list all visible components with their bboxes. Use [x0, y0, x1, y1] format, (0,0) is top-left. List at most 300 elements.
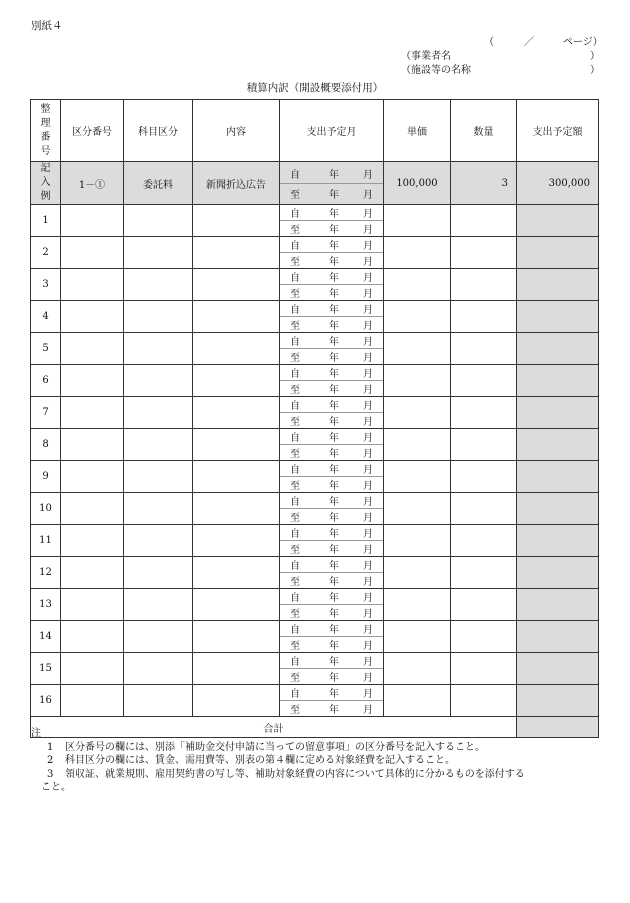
- period-from[interactable]: [280, 429, 383, 445]
- year-label: 年: [329, 625, 339, 636]
- period-to[interactable]: [280, 509, 383, 524]
- category-no-cell[interactable]: [61, 685, 124, 717]
- period-to[interactable]: [280, 637, 383, 652]
- facility-name-field: [401, 61, 600, 76]
- quantity-cell[interactable]: [451, 333, 517, 365]
- from-label: 自: [290, 561, 300, 572]
- category-no-cell[interactable]: [61, 525, 124, 557]
- period-cell: [280, 333, 384, 365]
- row-number: 5: [31, 333, 61, 365]
- amount-cell[interactable]: [517, 557, 599, 589]
- row-number: 8: [31, 429, 61, 461]
- category-no-cell[interactable]: [61, 621, 124, 653]
- category-no-cell[interactable]: [61, 301, 124, 333]
- year-label: 年: [329, 189, 339, 201]
- period-from[interactable]: [280, 269, 383, 285]
- period-cell: [280, 429, 384, 461]
- period-cell: [280, 653, 384, 685]
- month-label: 月: [363, 545, 373, 556]
- month-label: 月: [363, 417, 373, 428]
- unit-price-cell[interactable]: [384, 685, 451, 717]
- month-label: 月: [363, 353, 373, 364]
- year-label: 年: [329, 385, 339, 396]
- category-no-cell[interactable]: [61, 429, 124, 461]
- table-row: [31, 237, 599, 269]
- table-row: [31, 685, 599, 717]
- item-category-cell[interactable]: [124, 269, 193, 301]
- from-label: 自: [290, 465, 300, 476]
- period-from[interactable]: [280, 301, 383, 317]
- facility-name-close: ）: [590, 65, 600, 76]
- to-label: 至: [290, 449, 300, 460]
- note-text: 領収証、就業規則、雇用契約書の写し等、補助対象経費の内容について具体的に分かるものを添付する: [65, 768, 525, 780]
- item-category-cell[interactable]: [124, 461, 193, 493]
- amount-cell[interactable]: [517, 333, 599, 365]
- content-cell[interactable]: [193, 653, 280, 685]
- quantity-cell[interactable]: [451, 461, 517, 493]
- from-label: 自: [290, 169, 300, 181]
- amount-cell[interactable]: [517, 429, 599, 461]
- period-from[interactable]: [280, 333, 383, 349]
- year-label: 年: [329, 561, 339, 572]
- content-cell[interactable]: [193, 685, 280, 717]
- period-from[interactable]: [280, 205, 383, 221]
- category-no-cell[interactable]: [61, 365, 124, 397]
- table-row: [31, 397, 599, 429]
- period-to[interactable]: [280, 221, 383, 236]
- period-cell: [280, 205, 384, 237]
- example-period-from: [280, 164, 383, 184]
- table-row: [31, 461, 599, 493]
- quantity-cell[interactable]: [451, 685, 517, 717]
- unit-price-cell[interactable]: [384, 557, 451, 589]
- amount-cell[interactable]: [517, 589, 599, 621]
- month-label: 月: [363, 497, 373, 508]
- content-cell[interactable]: [193, 237, 280, 269]
- period-to[interactable]: [280, 285, 383, 300]
- month-label: 月: [363, 209, 373, 220]
- month-label: 月: [363, 705, 373, 716]
- quantity-cell[interactable]: [451, 525, 517, 557]
- period-cell: [280, 621, 384, 653]
- from-label: 自: [290, 305, 300, 316]
- month-label: 月: [363, 593, 373, 604]
- year-label: 年: [329, 609, 339, 620]
- note-text: 区分番号の欄には、別添「補助金交付申請に当っての留意事項」の区分番号を記入すること。: [65, 741, 485, 753]
- from-label: 自: [290, 625, 300, 636]
- period-cell: [280, 589, 384, 621]
- to-label: 至: [290, 545, 300, 556]
- category-no-cell[interactable]: [61, 333, 124, 365]
- period-from[interactable]: [280, 557, 383, 573]
- year-label: 年: [329, 257, 339, 268]
- item-category-cell[interactable]: [124, 365, 193, 397]
- item-category-cell[interactable]: [124, 205, 193, 237]
- period-to[interactable]: [280, 381, 383, 396]
- amount-cell[interactable]: [517, 269, 599, 301]
- period-from[interactable]: [280, 397, 383, 413]
- year-label: 年: [329, 369, 339, 380]
- to-label: 至: [290, 257, 300, 268]
- amount-cell[interactable]: [517, 493, 599, 525]
- unit-price-cell[interactable]: [384, 301, 451, 333]
- item-category-cell[interactable]: [124, 301, 193, 333]
- item-category-cell[interactable]: [124, 653, 193, 685]
- example-quantity: 3: [451, 162, 517, 205]
- quantity-cell[interactable]: [451, 269, 517, 301]
- quantity-cell[interactable]: [451, 557, 517, 589]
- month-label: 月: [363, 257, 373, 268]
- category-no-cell[interactable]: [61, 205, 124, 237]
- example-label: [31, 162, 61, 205]
- period-from[interactable]: [280, 237, 383, 253]
- period-to[interactable]: [280, 605, 383, 620]
- content-cell[interactable]: [193, 589, 280, 621]
- period-cell: [280, 685, 384, 717]
- from-label: 自: [290, 593, 300, 604]
- table-row: [31, 205, 599, 237]
- year-label: 年: [329, 353, 339, 364]
- category-no-cell[interactable]: [61, 557, 124, 589]
- year-label: 年: [329, 401, 339, 412]
- example-item-category: 委託料: [124, 162, 193, 205]
- from-label: 自: [290, 433, 300, 444]
- quantity-cell[interactable]: [451, 653, 517, 685]
- category-no-cell[interactable]: [61, 493, 124, 525]
- row-number: 7: [31, 397, 61, 429]
- amount-cell[interactable]: [517, 365, 599, 397]
- item-category-cell[interactable]: [124, 525, 193, 557]
- header-quantity: 数量: [451, 100, 517, 162]
- month-label: 月: [363, 305, 373, 316]
- year-label: 年: [329, 593, 339, 604]
- to-label: 至: [290, 705, 300, 716]
- from-label: 自: [290, 241, 300, 252]
- year-label: 年: [329, 449, 339, 460]
- period-from[interactable]: [280, 621, 383, 637]
- year-label: 年: [329, 337, 339, 348]
- content-cell[interactable]: [193, 205, 280, 237]
- table-row: [31, 301, 599, 333]
- period-to[interactable]: [280, 317, 383, 332]
- page-title: 積算内訳（開設概要添付用）: [246, 82, 384, 94]
- to-label: 至: [290, 673, 300, 684]
- to-label: 至: [290, 609, 300, 620]
- period-from[interactable]: [280, 525, 383, 541]
- table-row: [31, 269, 599, 301]
- content-cell[interactable]: [193, 461, 280, 493]
- to-label: 至: [290, 321, 300, 332]
- month-label: 月: [363, 481, 373, 492]
- row-number: 12: [31, 557, 61, 589]
- from-label: 自: [290, 529, 300, 540]
- year-label: 年: [329, 657, 339, 668]
- item-category-cell[interactable]: [124, 397, 193, 429]
- quantity-cell[interactable]: [451, 205, 517, 237]
- period-cell: [280, 493, 384, 525]
- unit-price-cell[interactable]: [384, 621, 451, 653]
- category-no-cell[interactable]: [61, 461, 124, 493]
- to-label: 至: [290, 353, 300, 364]
- to-label: 至: [290, 289, 300, 300]
- item-category-cell[interactable]: [124, 333, 193, 365]
- month-label: 月: [363, 289, 373, 300]
- category-no-cell[interactable]: [61, 653, 124, 685]
- example-period: [280, 162, 384, 205]
- row-number: 3: [31, 269, 61, 301]
- header-amount: 支出予定額: [517, 100, 599, 162]
- item-category-cell[interactable]: [124, 685, 193, 717]
- period-to[interactable]: [280, 669, 383, 684]
- row-number: 11: [31, 525, 61, 557]
- unit-price-cell[interactable]: [384, 429, 451, 461]
- header-period: 支出予定月: [280, 100, 384, 162]
- period-cell: [280, 397, 384, 429]
- note-item-3: [47, 768, 606, 782]
- period-cell: [280, 525, 384, 557]
- header-number-text: 整理番号: [40, 103, 51, 157]
- month-label: 月: [363, 369, 373, 380]
- note-number: 2: [47, 755, 54, 766]
- month-label: 月: [363, 609, 373, 620]
- example-row: [31, 162, 599, 205]
- from-label: 自: [290, 497, 300, 508]
- month-label: 月: [363, 225, 373, 236]
- month-label: 月: [363, 241, 373, 252]
- example-label-text: 記入例: [40, 163, 51, 202]
- page-indicator-page: ページ）: [563, 37, 603, 48]
- month-label: 月: [363, 465, 373, 476]
- table-row: [31, 365, 599, 397]
- amount-cell[interactable]: [517, 397, 599, 429]
- table-row: [31, 525, 599, 557]
- year-label: 年: [329, 209, 339, 220]
- unit-price-cell[interactable]: [384, 237, 451, 269]
- from-label: 自: [290, 689, 300, 700]
- item-category-cell[interactable]: [124, 589, 193, 621]
- content-cell[interactable]: [193, 525, 280, 557]
- row-number: 16: [31, 685, 61, 717]
- row-number: 1: [31, 205, 61, 237]
- period-from[interactable]: [280, 461, 383, 477]
- month-label: 月: [363, 433, 373, 444]
- header-item-category: 科目区分: [124, 100, 193, 162]
- content-cell[interactable]: [193, 301, 280, 333]
- year-label: 年: [329, 705, 339, 716]
- item-category-cell[interactable]: [124, 237, 193, 269]
- unit-price-cell[interactable]: [384, 205, 451, 237]
- period-cell: [280, 237, 384, 269]
- note-number: 3: [47, 768, 54, 780]
- content-cell[interactable]: [193, 269, 280, 301]
- quantity-cell[interactable]: [451, 301, 517, 333]
- month-label: 月: [363, 169, 373, 181]
- business-name-close: ）: [590, 51, 600, 62]
- year-label: 年: [329, 169, 339, 181]
- amount-cell[interactable]: [517, 685, 599, 717]
- quantity-cell[interactable]: [451, 365, 517, 397]
- content-cell[interactable]: [193, 429, 280, 461]
- period-from[interactable]: [280, 685, 383, 701]
- category-no-cell[interactable]: [61, 589, 124, 621]
- quantity-cell[interactable]: [451, 493, 517, 525]
- month-label: 月: [363, 189, 373, 201]
- unit-price-cell[interactable]: [384, 653, 451, 685]
- content-cell[interactable]: [193, 493, 280, 525]
- header-unit-price: 単価: [384, 100, 451, 162]
- quantity-cell[interactable]: [451, 621, 517, 653]
- page-indicator-open: （: [484, 37, 494, 48]
- table-row: [31, 429, 599, 461]
- period-from[interactable]: [280, 365, 383, 381]
- period-from[interactable]: [280, 493, 383, 509]
- item-category-cell[interactable]: [124, 493, 193, 525]
- business-name-label: （事業者名: [401, 51, 451, 62]
- entry-rows: [31, 205, 599, 717]
- notes-section: [31, 727, 606, 795]
- to-label: 至: [290, 513, 300, 524]
- to-label: 至: [290, 417, 300, 428]
- amount-cell[interactable]: [517, 653, 599, 685]
- year-label: 年: [329, 305, 339, 316]
- year-label: 年: [329, 481, 339, 492]
- month-label: 月: [363, 625, 373, 636]
- quantity-cell[interactable]: [451, 589, 517, 621]
- example-unit-price: 100,000: [384, 162, 451, 205]
- note-item-1: [47, 741, 606, 755]
- year-label: 年: [329, 241, 339, 252]
- unit-price-cell[interactable]: [384, 397, 451, 429]
- period-cell: [280, 365, 384, 397]
- row-number: 10: [31, 493, 61, 525]
- period-cell: [280, 301, 384, 333]
- content-cell[interactable]: [193, 397, 280, 429]
- note-item-3-continued: こと。: [41, 782, 71, 793]
- to-label: 至: [290, 225, 300, 236]
- quantity-cell[interactable]: [451, 237, 517, 269]
- year-label: 年: [329, 497, 339, 508]
- unit-price-cell[interactable]: [384, 269, 451, 301]
- amount-cell[interactable]: [517, 525, 599, 557]
- year-label: 年: [329, 641, 339, 652]
- year-label: 年: [329, 417, 339, 428]
- quantity-cell[interactable]: [451, 429, 517, 461]
- to-label: 至: [290, 641, 300, 652]
- month-label: 月: [363, 449, 373, 460]
- period-to[interactable]: [280, 541, 383, 556]
- row-number: 14: [31, 621, 61, 653]
- unit-price-cell[interactable]: [384, 461, 451, 493]
- month-label: 月: [363, 513, 373, 524]
- category-no-cell[interactable]: [61, 397, 124, 429]
- year-label: 年: [329, 289, 339, 300]
- year-label: 年: [329, 273, 339, 284]
- unit-price-cell[interactable]: [384, 365, 451, 397]
- year-label: 年: [329, 529, 339, 540]
- content-cell[interactable]: [193, 557, 280, 589]
- table-row: [31, 653, 599, 685]
- period-to[interactable]: [280, 413, 383, 428]
- header-content: 内容: [193, 100, 280, 162]
- row-number: 15: [31, 653, 61, 685]
- amount-cell[interactable]: [517, 621, 599, 653]
- header-category-no: 区分番号: [61, 100, 124, 162]
- header-row: [31, 100, 599, 162]
- unit-price-cell[interactable]: [384, 493, 451, 525]
- month-label: 月: [363, 273, 373, 284]
- period-to[interactable]: [280, 701, 383, 716]
- year-label: 年: [329, 577, 339, 588]
- table-row: [31, 333, 599, 365]
- amount-cell[interactable]: [517, 301, 599, 333]
- unit-price-cell[interactable]: [384, 333, 451, 365]
- row-number: 2: [31, 237, 61, 269]
- item-category-cell[interactable]: [124, 429, 193, 461]
- table-row: [31, 621, 599, 653]
- month-label: 月: [363, 529, 373, 540]
- amount-cell[interactable]: [517, 237, 599, 269]
- period-from[interactable]: [280, 653, 383, 669]
- notes-heading: 注: [31, 728, 41, 739]
- business-name-field: [401, 47, 600, 62]
- unit-price-cell[interactable]: [384, 589, 451, 621]
- amount-cell[interactable]: [517, 205, 599, 237]
- year-label: 年: [329, 673, 339, 684]
- period-to[interactable]: [280, 573, 383, 588]
- content-cell[interactable]: [193, 333, 280, 365]
- item-category-cell[interactable]: [124, 557, 193, 589]
- month-label: 月: [363, 337, 373, 348]
- year-label: 年: [329, 225, 339, 236]
- quantity-cell[interactable]: [451, 397, 517, 429]
- table-row: [31, 493, 599, 525]
- table-row: [31, 589, 599, 621]
- period-to[interactable]: [280, 477, 383, 492]
- to-label: 至: [290, 189, 300, 201]
- period-cell: [280, 461, 384, 493]
- period-to[interactable]: [280, 349, 383, 364]
- amount-cell[interactable]: [517, 461, 599, 493]
- month-label: 月: [363, 641, 373, 652]
- note-text: 科目区分の欄には、賃金、需用費等、別表の第４欄に定める対象経費を記入すること。: [65, 755, 455, 766]
- content-cell[interactable]: [193, 621, 280, 653]
- period-to[interactable]: [280, 445, 383, 460]
- table-row: [31, 557, 599, 589]
- content-cell[interactable]: [193, 365, 280, 397]
- facility-name-label: （施設等の名称: [401, 65, 471, 76]
- month-label: 月: [363, 561, 373, 572]
- year-label: 年: [329, 545, 339, 556]
- row-number: 13: [31, 589, 61, 621]
- month-label: 月: [363, 657, 373, 668]
- item-category-cell[interactable]: [124, 621, 193, 653]
- category-no-cell[interactable]: [61, 237, 124, 269]
- example-content: 新聞折込広告: [193, 162, 280, 205]
- category-no-cell[interactable]: [61, 269, 124, 301]
- period-from[interactable]: [280, 589, 383, 605]
- to-label: 至: [290, 577, 300, 588]
- from-label: 自: [290, 209, 300, 220]
- unit-price-cell[interactable]: [384, 525, 451, 557]
- from-label: 自: [290, 657, 300, 668]
- period-cell: [280, 557, 384, 589]
- example-category-no: 1－①: [61, 162, 124, 205]
- period-to[interactable]: [280, 253, 383, 268]
- to-label: 至: [290, 385, 300, 396]
- month-label: 月: [363, 385, 373, 396]
- document-label: 別紙４: [31, 20, 63, 32]
- from-label: 自: [290, 337, 300, 348]
